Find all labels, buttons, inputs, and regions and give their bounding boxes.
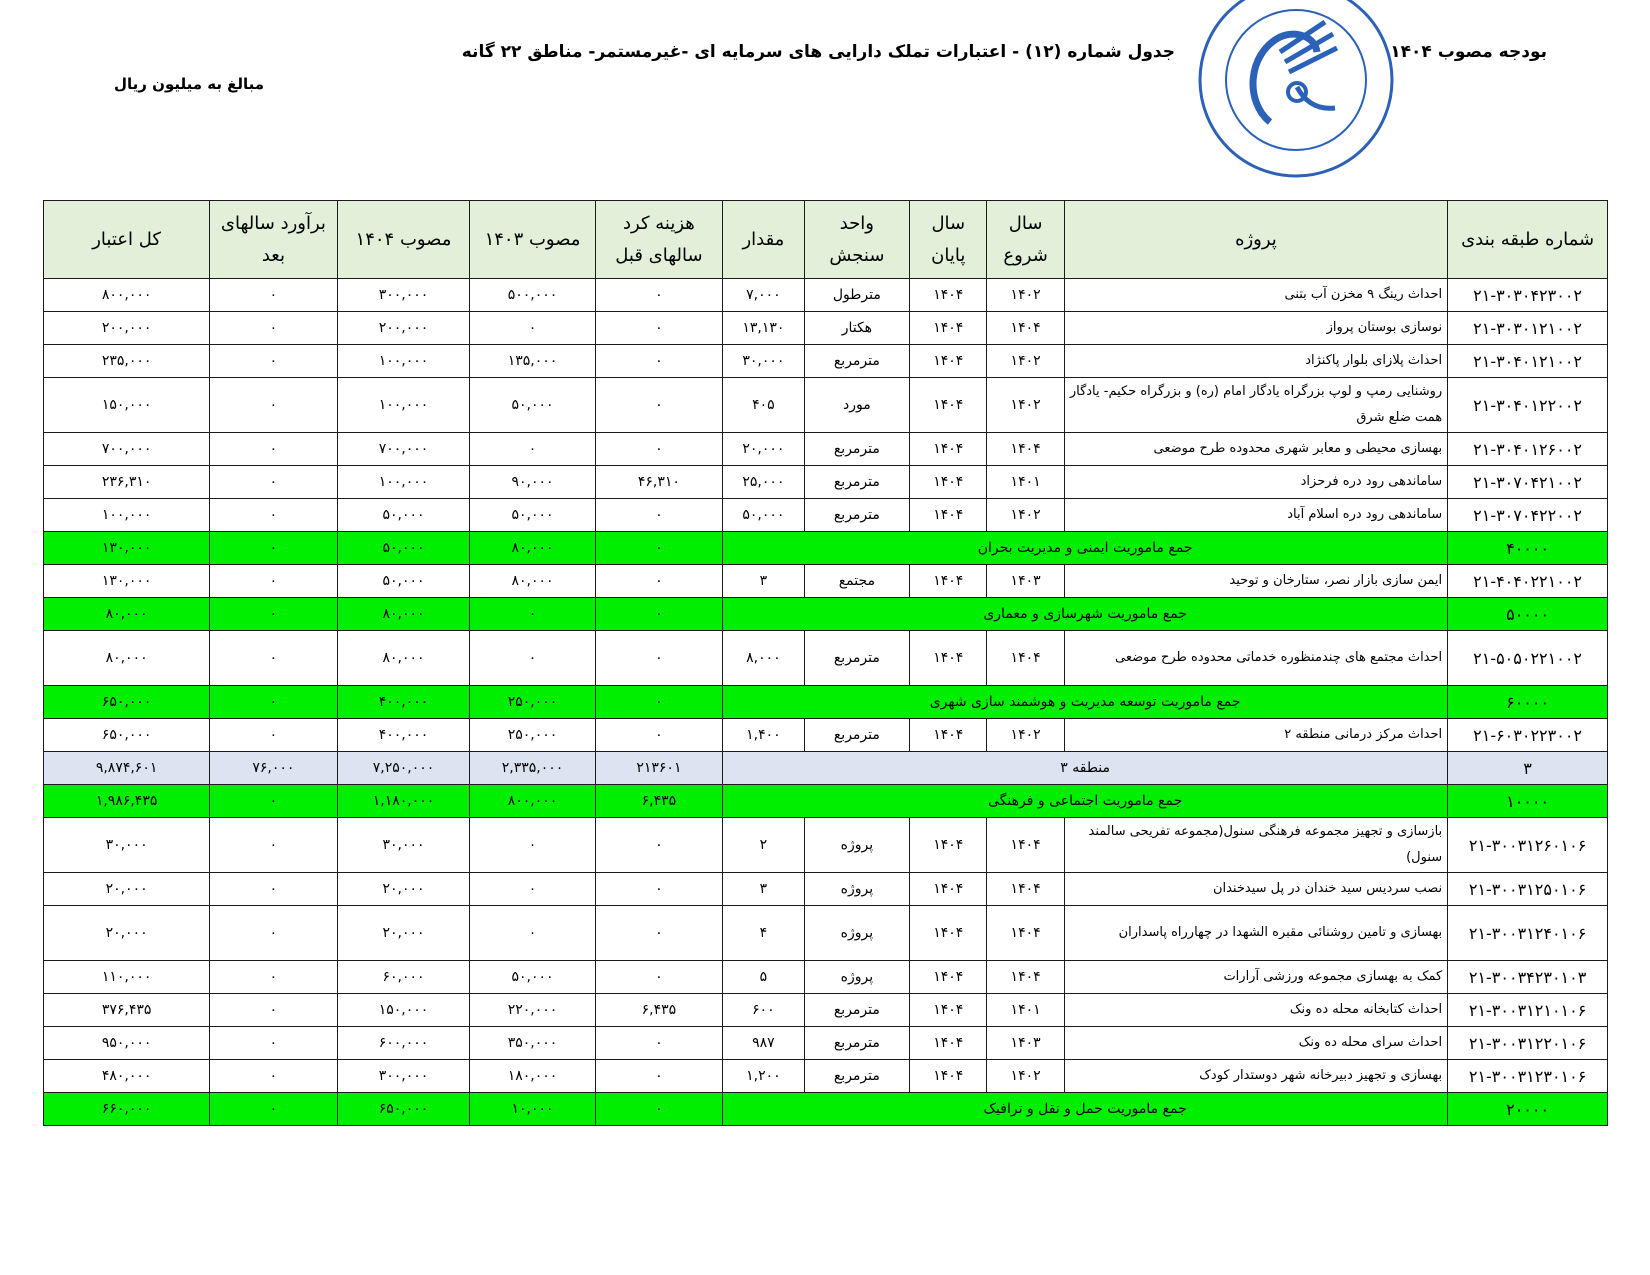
future-estimate: ۰ [210, 818, 337, 873]
end-year: ۱۴۰۴ [910, 906, 987, 961]
project-name: احداث سرای محله ده ونک [1064, 1027, 1447, 1060]
prior-spend: ۰ [595, 565, 722, 598]
council-seal-stamp [1185, 0, 1407, 182]
end-year: ۱۴۰۴ [910, 961, 987, 994]
unit-of-measure: مترمربع [804, 499, 910, 532]
table-row [44, 818, 1608, 873]
total-credit: ۹۵۰,۰۰۰ [44, 1027, 210, 1060]
end-year: ۱۴۰۴ [910, 818, 987, 873]
unit-of-measure: مترطول [804, 279, 910, 312]
project-name: بازسازی و تجهیز مجموعه فرهنگی سنول(مجموعه تفریحی سالمند سنول) [1064, 818, 1447, 873]
table-row [44, 1027, 1608, 1060]
start-year: ۱۴۰۳ [987, 1027, 1064, 1060]
table-row [44, 994, 1608, 1027]
project-name: احداث مجتمع های چندمنظوره خدماتی محدوده طرح موضعی [1064, 631, 1447, 686]
document-title: جدول شماره (۱۲) - اعتبارات تملک دارایی های سرمایه ای -غیرمستمر- مناطق ۲۲ گانه [461, 42, 1175, 62]
end-year: ۱۴۰۴ [910, 565, 987, 598]
total-credit: ۲۰,۰۰۰ [44, 906, 210, 961]
classification-code: ۲۱-۳۰۳۰۴۲۳۰۰۲ [1448, 279, 1608, 312]
table-header-row [44, 201, 1608, 279]
prior-spend: ۰ [595, 873, 722, 906]
approved-1403: ۸۰,۰۰۰ [470, 532, 595, 565]
approved-1403: ۲۲۰,۰۰۰ [470, 994, 595, 1027]
approved-1404: ۴۰۰,۰۰۰ [337, 719, 470, 752]
approved-1403: ۰ [470, 906, 595, 961]
mission-total-title: جمع ماموریت اجتماعی و فرهنگی [723, 785, 1448, 818]
future-estimate: ۰ [210, 532, 337, 565]
approved-1403: ۳۵۰,۰۰۰ [470, 1027, 595, 1060]
region-total-row [44, 752, 1608, 785]
quantity: ۱۳,۱۳۰ [723, 312, 804, 345]
total-credit: ۷۰۰,۰۰۰ [44, 433, 210, 466]
future-estimate: ۰ [210, 785, 337, 818]
quantity: ۶۰۰ [723, 994, 804, 1027]
end-year: ۱۴۰۴ [910, 279, 987, 312]
project-name: احداث مرکز درمانی منطقه ۲ [1064, 719, 1447, 752]
prior-spend: ۰ [595, 686, 722, 719]
unit-of-measure: مترمربع [804, 433, 910, 466]
total-credit: ۱۳۰,۰۰۰ [44, 565, 210, 598]
unit-of-measure: مجتمع [804, 565, 910, 598]
classification-code: ۲۰۰۰۰ [1448, 1093, 1608, 1126]
approved-1404: ۱,۱۸۰,۰۰۰ [337, 785, 470, 818]
col-header: سال پایان [910, 201, 987, 279]
project-name: بهسازی و تجهیز دبیرخانه شهر دوستدار کودک [1064, 1060, 1447, 1093]
future-estimate: ۰ [210, 598, 337, 631]
approved-1403: ۹۰,۰۰۰ [470, 466, 595, 499]
mission-total-row [44, 686, 1608, 719]
future-estimate: ۰ [210, 686, 337, 719]
table-row [44, 565, 1608, 598]
approved-1403: ۲۵۰,۰۰۰ [470, 686, 595, 719]
future-estimate: ۰ [210, 378, 337, 433]
col-header: برآورد سالهای بعد [210, 201, 337, 279]
start-year: ۱۴۰۲ [987, 345, 1064, 378]
prior-spend: ۰ [595, 1093, 722, 1126]
start-year: ۱۴۰۲ [987, 719, 1064, 752]
classification-code: ۲۱-۵۰۵۰۲۲۱۰۰۲ [1448, 631, 1608, 686]
prior-spend: ۶,۴۳۵ [595, 785, 722, 818]
mission-total-row [44, 598, 1608, 631]
future-estimate: ۰ [210, 719, 337, 752]
approved-1403: ۵۰۰,۰۰۰ [470, 279, 595, 312]
approved-1403: ۰ [470, 598, 595, 631]
approved-1404: ۵۰,۰۰۰ [337, 565, 470, 598]
prior-spend: ۰ [595, 433, 722, 466]
total-credit: ۴۸۰,۰۰۰ [44, 1060, 210, 1093]
table-row [44, 873, 1608, 906]
end-year: ۱۴۰۴ [910, 719, 987, 752]
approved-1404: ۱۰۰,۰۰۰ [337, 345, 470, 378]
approved-1404: ۳۰,۰۰۰ [337, 818, 470, 873]
mission-total-title: جمع ماموریت توسعه مدیریت و هوشمند سازی شهری [723, 686, 1448, 719]
end-year: ۱۴۰۴ [910, 466, 987, 499]
approved-1404: ۸۰,۰۰۰ [337, 598, 470, 631]
classification-code: ۱۰۰۰۰ [1448, 785, 1608, 818]
quantity: ۳۰,۰۰۰ [723, 345, 804, 378]
future-estimate: ۰ [210, 1027, 337, 1060]
end-year: ۱۴۰۴ [910, 1060, 987, 1093]
future-estimate: ۰ [210, 906, 337, 961]
quantity: ۱,۴۰۰ [723, 719, 804, 752]
classification-code: ۲۱-۳۰۰۳۱۲۲۰۱۰۶ [1448, 1027, 1608, 1060]
total-credit: ۹,۸۷۴,۶۰۱ [44, 752, 210, 785]
unit-of-measure: پروژه [804, 818, 910, 873]
table-row [44, 433, 1608, 466]
approved-1403: ۰ [470, 312, 595, 345]
start-year: ۱۴۰۲ [987, 499, 1064, 532]
table-row [44, 378, 1608, 433]
total-credit: ۳۷۶,۴۳۵ [44, 994, 210, 1027]
mission-total-row [44, 785, 1608, 818]
future-estimate: ۰ [210, 279, 337, 312]
prior-spend: ۲۱۳۶۰۱ [595, 752, 722, 785]
budget-label: بودجه مصوب ۱۴۰۴ [1390, 42, 1547, 62]
region-title: منطقه ۳ [723, 752, 1448, 785]
prior-spend: ۰ [595, 1027, 722, 1060]
unit-of-measure: مورد [804, 378, 910, 433]
approved-1404: ۶۵۰,۰۰۰ [337, 1093, 470, 1126]
start-year: ۱۴۰۴ [987, 961, 1064, 994]
approved-1404: ۵۰,۰۰۰ [337, 532, 470, 565]
mission-total-title: جمع ماموریت ایمنی و مدیریت بحران [723, 532, 1448, 565]
unit-of-measure: مترمربع [804, 1060, 910, 1093]
unit-of-measure: مترمربع [804, 345, 910, 378]
future-estimate: ۰ [210, 565, 337, 598]
prior-spend: ۰ [595, 818, 722, 873]
end-year: ۱۴۰۴ [910, 312, 987, 345]
approved-1404: ۱۵۰,۰۰۰ [337, 994, 470, 1027]
approved-1404: ۳۰۰,۰۰۰ [337, 1060, 470, 1093]
total-credit: ۸۰۰,۰۰۰ [44, 279, 210, 312]
mission-total-row [44, 1093, 1608, 1126]
future-estimate: ۰ [210, 433, 337, 466]
prior-spend: ۰ [595, 345, 722, 378]
start-year: ۱۴۰۲ [987, 1060, 1064, 1093]
project-name: ساماندهی رود دره اسلام آباد [1064, 499, 1447, 532]
total-credit: ۱,۹۸۶,۴۳۵ [44, 785, 210, 818]
table-row [44, 631, 1608, 686]
prior-spend: ۰ [595, 719, 722, 752]
end-year: ۱۴۰۴ [910, 873, 987, 906]
unit-of-measure: هکتار [804, 312, 910, 345]
unit-of-measure: مترمربع [804, 1027, 910, 1060]
approved-1403: ۸۰۰,۰۰۰ [470, 785, 595, 818]
project-name: احداث کتابخانه محله ده ونک [1064, 994, 1447, 1027]
classification-code: ۲۱-۶۰۳۰۲۲۳۰۰۲ [1448, 719, 1608, 752]
approved-1403: ۲,۳۳۵,۰۰۰ [470, 752, 595, 785]
prior-spend: ۰ [595, 598, 722, 631]
approved-1404: ۱۰۰,۰۰۰ [337, 378, 470, 433]
project-name: احداث پلازای بلوار پاکنژاد [1064, 345, 1447, 378]
approved-1403: ۰ [470, 873, 595, 906]
end-year: ۱۴۰۴ [910, 345, 987, 378]
project-name: بهسازی محیطی و معابر شهری محدوده طرح موضعی [1064, 433, 1447, 466]
start-year: ۱۴۰۴ [987, 818, 1064, 873]
classification-code: ۲۱-۳۰۰۳۱۲۵۰۱۰۶ [1448, 873, 1608, 906]
future-estimate: ۰ [210, 1093, 337, 1126]
start-year: ۱۴۰۱ [987, 994, 1064, 1027]
classification-code: ۴۰۰۰۰ [1448, 532, 1608, 565]
approved-1403: ۰ [470, 433, 595, 466]
classification-code: ۲۱-۳۰۰۳۱۲۴۰۱۰۶ [1448, 906, 1608, 961]
approved-1403: ۱۸۰,۰۰۰ [470, 1060, 595, 1093]
total-credit: ۸۰,۰۰۰ [44, 598, 210, 631]
unit-of-measure: پروژه [804, 873, 910, 906]
prior-spend: ۰ [595, 1060, 722, 1093]
end-year: ۱۴۰۴ [910, 378, 987, 433]
col-header: واحد سنجش [804, 201, 910, 279]
col-header: مصوب ۱۴۰۴ [337, 201, 470, 279]
mission-total-title: جمع ماموریت حمل و نقل و ترافیک [723, 1093, 1448, 1126]
approved-1404: ۴۰۰,۰۰۰ [337, 686, 470, 719]
prior-spend: ۶,۴۳۵ [595, 994, 722, 1027]
table-row [44, 906, 1608, 961]
classification-code: ۲۱-۳۰۰۳۱۲۳۰۱۰۶ [1448, 1060, 1608, 1093]
prior-spend: ۰ [595, 961, 722, 994]
col-header: مقدار [723, 201, 804, 279]
future-estimate: ۰ [210, 345, 337, 378]
table-row [44, 499, 1608, 532]
project-name: روشنایی رمپ و لوپ بزرگراه یادگار امام (ره) و بزرگراه حکیم- یادگار همت ضلع شرق [1064, 378, 1447, 433]
start-year: ۱۴۰۲ [987, 279, 1064, 312]
end-year: ۱۴۰۴ [910, 433, 987, 466]
end-year: ۱۴۰۴ [910, 631, 987, 686]
future-estimate: ۰ [210, 873, 337, 906]
total-credit: ۱۱۰,۰۰۰ [44, 961, 210, 994]
approved-1403: ۱۳۵,۰۰۰ [470, 345, 595, 378]
total-credit: ۲۳۶,۳۱۰ [44, 466, 210, 499]
mission-total-row [44, 532, 1608, 565]
prior-spend: ۰ [595, 906, 722, 961]
unit-of-measure: مترمربع [804, 631, 910, 686]
total-credit: ۶۵۰,۰۰۰ [44, 719, 210, 752]
table-row [44, 345, 1608, 378]
total-credit: ۶۶۰,۰۰۰ [44, 1093, 210, 1126]
classification-code: ۲۱-۳۰۷۰۴۲۱۰۰۲ [1448, 466, 1608, 499]
future-estimate: ۰ [210, 994, 337, 1027]
start-year: ۱۴۰۴ [987, 433, 1064, 466]
end-year: ۱۴۰۴ [910, 499, 987, 532]
classification-code: ۲۱-۳۰۳۰۱۲۱۰۰۲ [1448, 312, 1608, 345]
col-header: کل اعتبار [44, 201, 210, 279]
future-estimate: ۰ [210, 961, 337, 994]
approved-1404: ۶۰,۰۰۰ [337, 961, 470, 994]
col-header: هزینه کرد سالهای قبل [595, 201, 722, 279]
col-header: مصوب ۱۴۰۳ [470, 201, 595, 279]
approved-1403: ۸۰,۰۰۰ [470, 565, 595, 598]
quantity: ۲ [723, 818, 804, 873]
project-name: نصب سردیس سید خندان در پل سیدخندان [1064, 873, 1447, 906]
classification-code: ۲۱-۳۰۷۰۴۲۲۰۰۲ [1448, 499, 1608, 532]
quantity: ۳ [723, 873, 804, 906]
col-header: سال شروع [987, 201, 1064, 279]
total-credit: ۱۳۰,۰۰۰ [44, 532, 210, 565]
unit-of-measure: پروژه [804, 906, 910, 961]
classification-code: ۲۱-۳۰۰۳۴۲۳۰۱۰۳ [1448, 961, 1608, 994]
approved-1404: ۶۰۰,۰۰۰ [337, 1027, 470, 1060]
future-estimate: ۷۶,۰۰۰ [210, 752, 337, 785]
table-row [44, 719, 1608, 752]
start-year: ۱۴۰۳ [987, 565, 1064, 598]
future-estimate: ۰ [210, 1060, 337, 1093]
table-row [44, 312, 1608, 345]
approved-1404: ۷۰۰,۰۰۰ [337, 433, 470, 466]
classification-code: ۶۰۰۰۰ [1448, 686, 1608, 719]
approved-1404: ۵۰,۰۰۰ [337, 499, 470, 532]
end-year: ۱۴۰۴ [910, 1027, 987, 1060]
prior-spend: ۴۶,۳۱۰ [595, 466, 722, 499]
prior-spend: ۰ [595, 532, 722, 565]
quantity: ۵۰,۰۰۰ [723, 499, 804, 532]
classification-code: ۳ [1448, 752, 1608, 785]
future-estimate: ۰ [210, 312, 337, 345]
quantity: ۲۵,۰۰۰ [723, 466, 804, 499]
prior-spend: ۰ [595, 631, 722, 686]
prior-spend: ۰ [595, 378, 722, 433]
total-credit: ۶۵۰,۰۰۰ [44, 686, 210, 719]
total-credit: ۳۰,۰۰۰ [44, 818, 210, 873]
col-header: پروژه [1064, 201, 1447, 279]
quantity: ۱,۲۰۰ [723, 1060, 804, 1093]
future-estimate: ۰ [210, 499, 337, 532]
total-credit: ۱۰۰,۰۰۰ [44, 499, 210, 532]
approved-1403: ۰ [470, 818, 595, 873]
unit-note: مبالغ به میلیون ریال [114, 75, 265, 93]
approved-1403: ۵۰,۰۰۰ [470, 499, 595, 532]
total-credit: ۲۳۵,۰۰۰ [44, 345, 210, 378]
total-credit: ۱۵۰,۰۰۰ [44, 378, 210, 433]
total-credit: ۲۰,۰۰۰ [44, 873, 210, 906]
classification-code: ۲۱-۳۰۴۰۱۲۲۰۰۲ [1448, 378, 1608, 433]
col-header: شماره طبقه بندی [1448, 201, 1608, 279]
future-estimate: ۰ [210, 466, 337, 499]
classification-code: ۲۱-۳۰۴۰۱۲۱۰۰۲ [1448, 345, 1608, 378]
quantity: ۷,۰۰۰ [723, 279, 804, 312]
start-year: ۱۴۰۱ [987, 466, 1064, 499]
table-row [44, 466, 1608, 499]
total-credit: ۲۰۰,۰۰۰ [44, 312, 210, 345]
project-name: احداث رینگ ۹ مخزن آب بتنی [1064, 279, 1447, 312]
approved-1404: ۲۰,۰۰۰ [337, 873, 470, 906]
prior-spend: ۰ [595, 312, 722, 345]
approved-1403: ۵۰,۰۰۰ [470, 961, 595, 994]
quantity: ۸,۰۰۰ [723, 631, 804, 686]
prior-spend: ۰ [595, 499, 722, 532]
prior-spend: ۰ [595, 279, 722, 312]
classification-code: ۵۰۰۰۰ [1448, 598, 1608, 631]
classification-code: ۲۱-۳۰۰۳۱۲۱۰۱۰۶ [1448, 994, 1608, 1027]
unit-of-measure: مترمربع [804, 466, 910, 499]
approved-1404: ۸۰,۰۰۰ [337, 631, 470, 686]
quantity: ۹۸۷ [723, 1027, 804, 1060]
approved-1404: ۳۰۰,۰۰۰ [337, 279, 470, 312]
quantity: ۵ [723, 961, 804, 994]
quantity: ۴۰۵ [723, 378, 804, 433]
approved-1404: ۷,۲۵۰,۰۰۰ [337, 752, 470, 785]
unit-of-measure: پروژه [804, 961, 910, 994]
approved-1403: ۵۰,۰۰۰ [470, 378, 595, 433]
classification-code: ۲۱-۳۰۴۰۱۲۶۰۰۲ [1448, 433, 1608, 466]
quantity: ۲۰,۰۰۰ [723, 433, 804, 466]
unit-of-measure: مترمربع [804, 994, 910, 1027]
approved-1404: ۲۰۰,۰۰۰ [337, 312, 470, 345]
table-row [44, 961, 1608, 994]
start-year: ۱۴۰۴ [987, 873, 1064, 906]
capital-budget-table [43, 200, 1608, 1126]
quantity: ۴ [723, 906, 804, 961]
table-row [44, 1060, 1608, 1093]
quantity: ۳ [723, 565, 804, 598]
start-year: ۱۴۰۲ [987, 378, 1064, 433]
project-name: بهسازی و تامین روشنائی مقبره الشهدا در چهارراه پاسداران [1064, 906, 1447, 961]
project-name: نوسازی بوستان پرواز [1064, 312, 1447, 345]
project-name: ایمن سازی بازار نصر، ستارخان و توحید [1064, 565, 1447, 598]
classification-code: ۲۱-۴۰۴۰۲۲۱۰۰۲ [1448, 565, 1608, 598]
total-credit: ۸۰,۰۰۰ [44, 631, 210, 686]
classification-code: ۲۱-۳۰۰۳۱۲۶۰۱۰۶ [1448, 818, 1608, 873]
mission-total-title: جمع ماموریت شهرسازی و معماری [723, 598, 1448, 631]
approved-1403: ۲۵۰,۰۰۰ [470, 719, 595, 752]
future-estimate: ۰ [210, 631, 337, 686]
approved-1404: ۱۰۰,۰۰۰ [337, 466, 470, 499]
end-year: ۱۴۰۴ [910, 994, 987, 1027]
approved-1403: ۰ [470, 631, 595, 686]
start-year: ۱۴۰۴ [987, 312, 1064, 345]
project-name: ساماندهی رود دره فرحزاد [1064, 466, 1447, 499]
approved-1404: ۲۰,۰۰۰ [337, 906, 470, 961]
unit-of-measure: مترمربع [804, 719, 910, 752]
project-name: کمک به بهسازی مجموعه ورزشی آرارات [1064, 961, 1447, 994]
start-year: ۱۴۰۴ [987, 631, 1064, 686]
table-row [44, 279, 1608, 312]
approved-1403: ۱۰,۰۰۰ [470, 1093, 595, 1126]
start-year: ۱۴۰۴ [987, 906, 1064, 961]
